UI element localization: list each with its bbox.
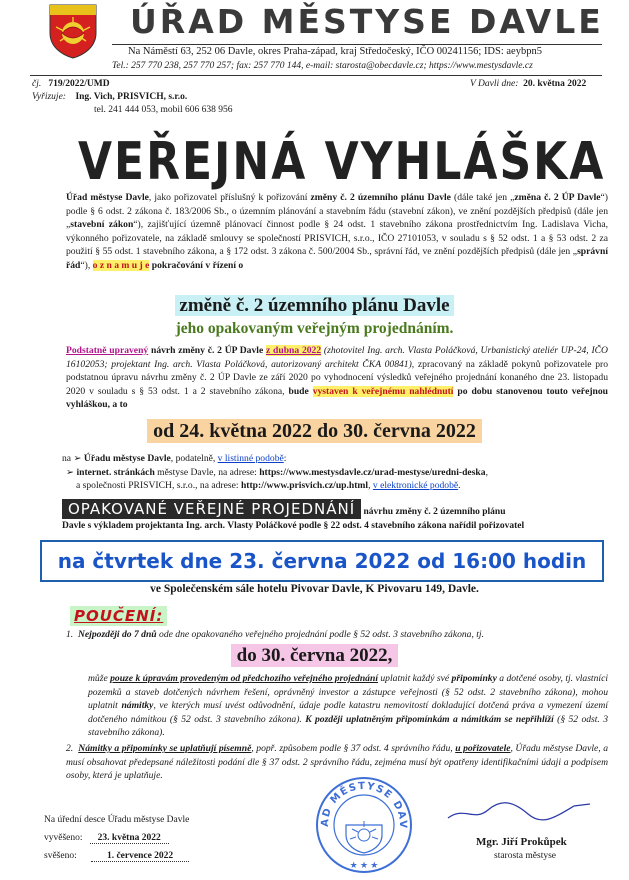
office-address: Na Náměstí 63, 252 06 Davle, okres Praha-západ, kraj Středočeský, IČO 00241156; IDS: aeybpn5	[128, 46, 542, 57]
place-text: městyse Davle, na adrese:	[154, 466, 260, 478]
instruction-text: , Úřadu městyse Davle, a musí obsahovat předepsané náležitosti podání dle § 37 odst. 2 správního řádu, zejména musí být opatřeny identifikačními údaji a podpisem osoby, která je uplatňuje.	[66, 743, 609, 781]
instruction-written: Námitky a připomínky se uplatňují písemně	[78, 743, 252, 754]
proposal-text: bude	[288, 385, 313, 397]
official-stamp	[314, 775, 414, 875]
inspection-period	[0, 420, 629, 443]
posted-date	[44, 833, 169, 843]
handwritten-signature	[444, 796, 594, 831]
instruction-text: (§ 52 odst. 3 stavebního zákona).	[88, 713, 608, 738]
deadline-date: do 30. června 2022,	[231, 644, 399, 667]
intro-continue: pokračování v řízení o	[149, 259, 244, 271]
proposal-text: návrh změny č. 2 ÚP Davle	[148, 345, 266, 356]
posted-value: 23. května 2022	[90, 833, 169, 844]
place-text: na	[62, 453, 74, 464]
removed-date	[44, 851, 189, 861]
place-text: a společnosti PRISVICH, s.r.o., na adrese:	[76, 480, 241, 491]
posted-label: vyvěšeno:	[44, 833, 83, 843]
intro-text: “), zajišťující územně plánovací činnost podle § 24 odst. 1 stavebního zákona prostřednictvím Ing. Ladislava Vicha, výkonného pořizovatele, na základě smlouvy se společností PRISVICH, s.r.o., IČO 27101053, v souladu s § 52 odst. 1 a § 53 odst. 2 za použití § 55 odst. 1 stavebního zákona, a § 172 odst. 3 zákona č. 500/2004 Sb., správní řád, ve znění pozdějších předpisů (dále jen „	[66, 219, 608, 257]
office-contacts: Tel.: 257 770 238, 257 770 257; fax: 257 770 144, e-mail: starosta@obecdavle.cz; https://www.mestysdavle.cz	[112, 61, 533, 71]
svg-text:★ ★ ★: ★ ★ ★	[349, 860, 379, 870]
notice-board: Na úřední desce Úřadu městyse Davle	[44, 815, 190, 825]
paper-form-link[interactable]: v listinné podobě	[217, 453, 284, 464]
instruction-late: K později uplatněným připomínkám a námitkám se nepřihlíží	[305, 713, 554, 725]
place-company	[62, 479, 604, 493]
meeting-place: ve Společenském sále hotelu Pivovar Davle, K Pivovaru 149, Davle.	[150, 583, 479, 595]
proposal-paragraph	[66, 344, 608, 412]
instruction-heading: POUČENÍ:	[70, 606, 167, 626]
intro-text: “) podle § 6 odst. 2 zákona č. 183/2006 Sb., o územním plánování a stavebním řádu (stavební zákon), ve znění pozdějších předpisů (dále jen „	[66, 192, 608, 230]
instruction-text: , popř. způsobem podle § 37 odst. 4 správního řádu,	[251, 743, 456, 754]
prisvich-url-link[interactable]: http://www.prisvich.cz/up.html	[240, 480, 369, 491]
header-rule	[112, 44, 602, 45]
hearing-text-b: Davle s výkladem projektanta Ing. arch. Vlasty Poláčkové podle § 22 odst. 4 stavebního zákona	[62, 521, 449, 531]
place-date-value: 20. května 2022	[523, 79, 587, 89]
hearing-ordered: nařídil pořizovatel	[448, 521, 525, 531]
instruction-scope: pouze k úpravám provedeným od předchozího veřejného projednání	[110, 673, 378, 684]
deadline	[0, 645, 629, 667]
page-title: VEŘEJNÁ VYHLÁŠKA	[78, 132, 606, 193]
hearing-block	[62, 500, 612, 519]
handler-label: Vyřizuje:	[32, 92, 66, 102]
proposal-text: po dobu stanovenou touto veřejnou vyhláškou, a to	[66, 385, 608, 410]
instruction-deadline-label: Nejpozději do 7 dnů	[78, 629, 157, 640]
instruction-text: může	[88, 673, 111, 684]
removed-label: svěšeno:	[44, 851, 77, 861]
handler-value: Ing. Vich, PRISVICH, s.r.o.	[75, 92, 188, 102]
intro-text: “),	[80, 259, 93, 271]
hearing-banner: OPAKOVANÉ VEŘEJNÉ PROJEDNÁNÍ	[62, 499, 361, 519]
period-dates: od 24. května 2022 do 30. června 2022	[147, 419, 482, 443]
header-rule-2	[30, 75, 602, 76]
reference-label: čj.	[32, 79, 42, 89]
subject-subtitle: jeho opakovaným veřejným projednáním.	[175, 320, 454, 337]
signer-name: Mgr. Jiří Prokůpek	[476, 836, 567, 848]
instruction-text: , ve kterých musí uvést odůvodnění, údaje podle katastru nemovitostí dokladující dotčená práva a vymezení území dotčeného námitkou (§ 52 odst. 3 stavebního zákona).	[88, 700, 609, 725]
stamp-text: AD MĚSTYSE DAV	[319, 780, 409, 830]
hearing-text	[62, 520, 604, 534]
place-date	[470, 79, 586, 89]
place-text: ,	[485, 466, 488, 478]
instruction-at-procurer: u pořizovatele	[455, 743, 511, 754]
instruction-text: uplatnit každý své	[377, 673, 452, 684]
intro-text: , jako pořizovatel příslušný k pořizování	[148, 192, 311, 203]
place-text: ,	[368, 480, 373, 491]
instruction-1	[66, 628, 611, 642]
public-inspection-highlight: vystaven k veřejnému nahlédnutí	[312, 385, 454, 397]
place-office: na ➢ Úřadu městyse Davle, podatelně, v listinné podobě:	[62, 453, 287, 464]
april-highlight: z dubna 2022	[266, 345, 322, 356]
place-web: ➢ internet. stránkách městyse Davle, na adrese: https://www.mestysdavle.cz/urad-mestyse/uredni-deska,	[66, 466, 488, 478]
intro-text: (dále také jen „	[450, 192, 515, 203]
intro-subject: změny č. 2 územního plánu Davle	[310, 192, 451, 203]
meeting-datetime: na čtvrtek dne 23. června 2022 od 16:00 hodin	[40, 540, 604, 582]
place-web-label: internet. stránkách	[76, 466, 155, 478]
municipality-url-link[interactable]: https://www.mestysdavle.cz/urad-mestyse/uredni-deska	[259, 466, 486, 478]
intro-short-name: změna č. 2 ÚP Davle	[514, 192, 601, 203]
intro-paragraph	[66, 191, 608, 272]
electronic-form-link[interactable]: v elektronické podobě	[372, 480, 459, 491]
instruction-1-body	[88, 672, 608, 740]
instruction-number: 1.	[66, 629, 74, 640]
removed-value: 1. července 2022	[91, 851, 189, 862]
signer-role: starosta městyse	[494, 851, 557, 861]
handler-phone: tel. 241 444 053, mobil 606 638 956	[94, 105, 233, 115]
place-text: .	[458, 480, 461, 491]
places-list	[62, 452, 604, 493]
subject-title: změně č. 2 územního plánu Davle	[175, 295, 453, 316]
place-text: , podatelně,	[170, 453, 218, 464]
place-date-label: V Davli dne:	[470, 79, 519, 89]
intro-code-short: správní řád	[66, 246, 608, 271]
announces-highlight: o z n a m u j e	[92, 259, 150, 271]
proposal-text: zpracovaný na základě pokynů pořizovatele pro podstatnou úpravu návrhu změny č. 2 ÚP Davle ze září 2020 po vyhodnocení výsledků veřejného projednání konaného dne 23. listopadu 2020 v souladu s § 53 odst. 1 a 2 stavebního zákona,	[66, 358, 608, 397]
reference-number	[32, 79, 110, 89]
coat-of-arms-logo	[48, 3, 98, 59]
place-office-name: Úřadu městyse Davle	[83, 453, 171, 464]
instruction-objections: námitky	[121, 700, 154, 711]
subject-line	[0, 295, 629, 317]
handler	[32, 92, 187, 102]
place-text: :	[283, 453, 287, 464]
office-title: ÚŘAD MĚSTYSE DAVLE	[130, 2, 604, 41]
hearing-text-a: návrhu změny č. 2 územního plánu	[361, 507, 506, 517]
proposal-authors: (zhotovitel Ing. arch. Vlasta Poláčková, Urbanistický ateliér UP-24, IČO 16102053; projektant Ing. arch. Vlasta Poláčková, autorizovaný architekt ČKA 00841),	[66, 345, 608, 370]
reference-value: 719/2022/UMD	[48, 79, 110, 89]
intro-law-short: stavební zákon	[70, 219, 134, 230]
instruction-text: ode dne opakovaného veřejného projednání podle § 52 odst. 3 stavebního zákona, tj.	[156, 629, 484, 640]
intro-office: Úřad městyse Davle	[66, 192, 149, 203]
instruction-text: a dotčené osoby, tj. vlastníci pozemků a staveb dotčených návrhem řešení, oprávněný investor a zástupce veřejnosti (§ 52 odst. 2 stavebního zákona), mohou uplatnit	[88, 673, 608, 711]
substantially-modified-link: Podstatně upravený	[66, 345, 149, 356]
instruction-number: 2.	[66, 743, 74, 754]
instruction-comments: připomínky	[451, 673, 497, 684]
